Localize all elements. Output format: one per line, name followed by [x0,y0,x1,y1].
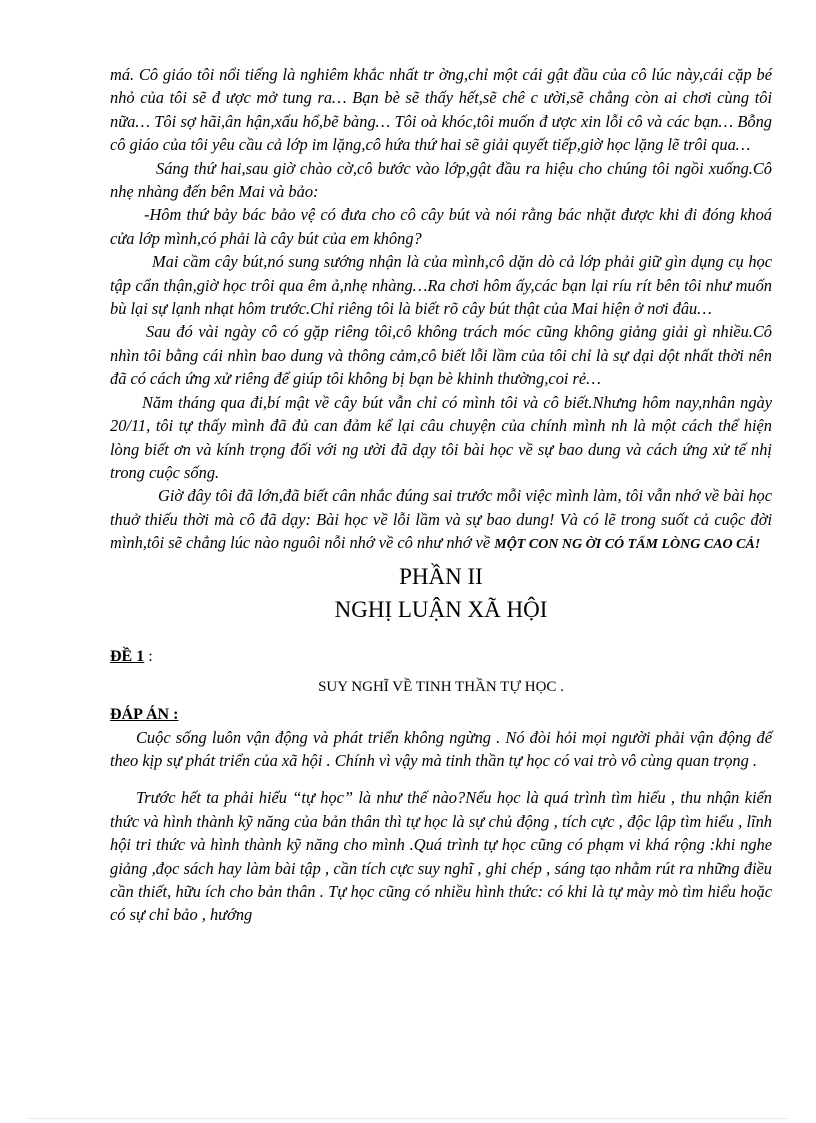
topic-subject: SUY NGHĨ VỀ TINH THẦN TỰ HỌC . [318,678,564,695]
page-content [110,63,772,927]
part-subtitle: NGHỊ LUẬN XÃ HỘI [334,596,548,622]
story-paragraph-7-text: Giờ đây tôi đã lớn,đã biết cân nhắc đúng sai trước mỗi việc mình làm, tôi vẫn nhớ về bài học thuở thiếu thời mà cô đã dạy: Bài học về lỗi lầm và sự bao dung! Và có lẽ trong suốt cả cuộc đời mình,tôi sẽ chẳng lúc nào nguôi nỗi nhớ về cô như nhớ về [110,486,772,553]
topic-heading [110,646,772,668]
story-paragraph-5: Sau đó vài ngày cô có gặp riêng tôi,cô không trách móc cũng không giảng giải gì nhiều.Cô nhìn tôi bằng cái nhìn bao dung và thông cảm,cô biết lỗi lầm của tôi chỉ là sự dại dột nhất thời nên đã có cách ứng xử riêng để giúp tôi không bị bạn bè khinh thường,coi rẻ… [110,322,772,389]
answer-paragraph-1: Cuộc sống luôn vận động và phát triển không ngừng . Nó đòi hỏi mọi người phải vận động để theo kịp sự phát triển của xã hội . Chính vì vậy mà tinh thần tự học có vai trò vô cùng quan trọng . [110,727,772,770]
topic-label: ĐỀ 1 [110,647,145,665]
story-closing-line: MỘT CON NG ỜI CÓ TẤM LÒNG CAO CẢ! [494,537,761,553]
page-bottom-rule [28,1118,788,1119]
story-paragraph-3: -Hôm thứ bảy bác bảo vệ có đưa cho cô cây bút và nói rằng bác nhặt được khi đi đóng khoá cửa lớp mình,có phải là cây bút của em không? [110,205,772,248]
story-paragraph-2: Sáng thứ hai,sau giờ chào cờ,cô bước vào lớp,gật đầu ra hiệu cho chúng tôi ngồi xuống.Cô nhẹ nhàng đến bên Mai và bảo: [110,158,772,202]
story-paragraph-6: Năm tháng qua đi,bí mật về cây bút vẫn chỉ có mình tôi và cô biết.Nhưng hôm nay,nhân ngày 20/11, tôi tự thấy mình đã đủ can đảm kể lại câu chuyện của chính mình nh là một cách thể hiện lòng biết ơn và kính trọng đối với ng ười đã dạy tôi bài học về sự bao dung và cách ứng xử tế nhị trong cuộc sống. [110,392,772,482]
story-paragraph-1: má. Cô giáo tôi nổi tiếng là nghiêm khắc nhất tr ờng,chỉ một cái gật đầu của cô lúc này,cái cặp bé nhỏ của tôi sẽ đ ược mở tung ra… Bạn bè sẽ thấy hết,sẽ chê c ười,sẽ chẳng còn ai chơi cùng tôi nữa… Tôi sợ hãi,ân hận,xấu hổ,bẽ bàng… Tôi oà khóc,tôi muốn đ ược xin lỗi cô và các bạn… Bỗng cô giáo của tôi yêu cầu cả lớp im lặng,cô hứa thứ hai sẽ giải quyết tiếp,giờ học lặng lẽ trôi qua… [110,65,772,155]
answer-label: ĐÁP ÁN : [110,705,179,723]
answer-heading [110,704,772,726]
topic-label-suffix: : [144,647,153,665]
part-title: PHẦN II [399,563,483,589]
story-paragraph-7 [110,484,772,556]
answer-paragraph-2: Trước hết ta phải hiểu “tự học” là như thế nào?Nếu học là quá trình tìm hiểu , thu nhận kiến thức và hình thành kỹ năng của bản thân thì tự học là sự chủ động , tích cực , độc lập tìm hiểu , lĩnh hội tri thức và hình thành kỹ năng cho mình .Quá trình tự học cũng có phạm vi khá rộng :khi nghe giảng ,đọc sách hay làm bài tập , cần tích cực suy nghĩ , ghi chép , sáng tạo nhằm rút ra những điều cần thiết, hữu ích cho bản thân . Tự học cũng có nhiều hình thức: có khi là tự mày mò tìm hiểu hoặc có sự chỉ bảo , hướng [110,788,772,925]
story-paragraph-4: Mai cầm cây bút,nó sung sướng nhận là của mình,cô dặn dò cả lớp phải giữ gìn dụng cụ học tập cẩn thận,giờ học trôi qua êm ả,nhẹ nhàng…Ra chơi hôm ấy,các bạn lại ríu rít bên tôi như muốn bù lại sự lạnh nhạt hôm trước.Chỉ riêng tôi là biết rõ cây bút thật của Mai hiện ở nơi đâu… [110,252,772,319]
